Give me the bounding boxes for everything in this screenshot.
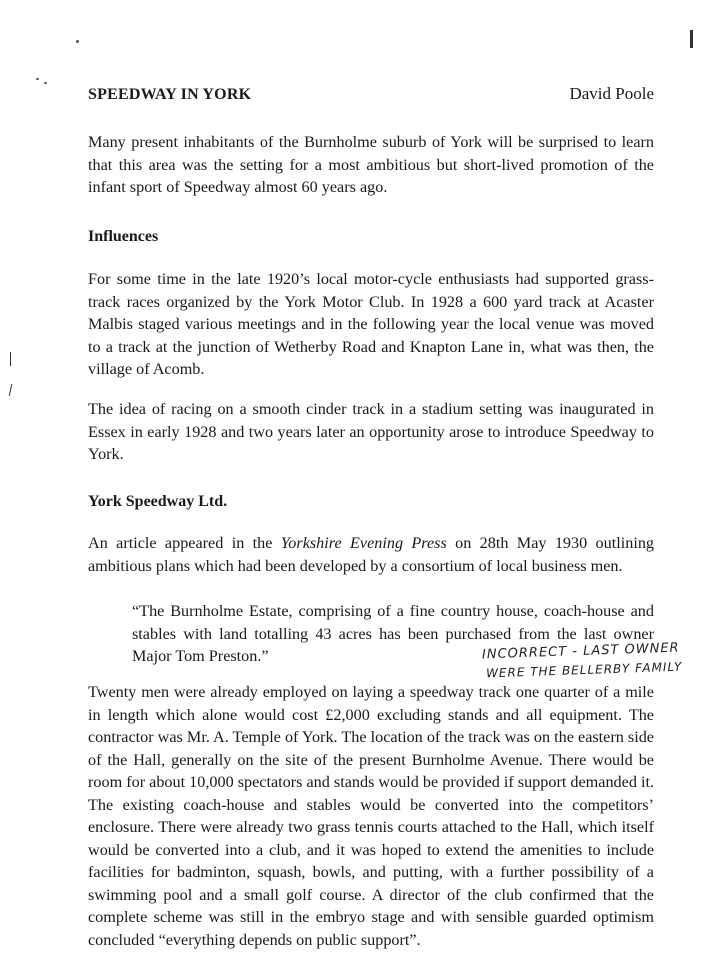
scan-edge-mark — [9, 384, 12, 396]
section-heading-york-speedway: York Speedway Ltd. — [88, 493, 228, 510]
handwritten-annotation-line-1: INCORRECT - LAST OWNER — [481, 640, 680, 663]
scan-speck — [36, 78, 39, 80]
block-quote: “The Burnholme Estate, comprising of a fine country house, coach-house and stables with land totalling 43 acres has been purchased from the last owner Major Tom Preston.” — [132, 602, 654, 665]
scan-edge-mark — [690, 30, 693, 48]
article-paragraph-start: An article appeared in the — [88, 534, 273, 552]
body-paragraph: Twenty men were already employed on laying a speedway track one quarter of a mile in length which alone would cost £2,000 excluding stands and all equipment. The contractor was Mr. A. Temple of York. The location of the track was on the eastern side of the Hall, generally on the site of the present Burnholme Avenue. There would be room for about 10,000 spectators and stands would be provided if support demanded it. The existing coach-house and stables would be converted into the competitors’ enclosure. There were already two grass tennis courts attached to the Hall, which itself would be converted into a club, and it was hoped to extend the amenities to include facilities for badminton, squash, bowls, and putting, with a further possibility of a swimming pool and a small golf course. A director of the club confirmed that the complete scheme was still in the embryo stage and with sensible guarded optimism concluded “everything depends on public support”. — [88, 683, 655, 949]
article-paragraph — [88, 532, 654, 577]
section-heading-influences: Influences — [88, 228, 159, 245]
publication-name: Yorkshire Evening Press — [280, 534, 447, 552]
intro-paragraph: Many present inhabitants of the Burnholme suburb of York will be surprised to learn that this area was the setting for a most ambitious but short-lived promotion of the infant sport of Speedway almost 60 years ago. — [88, 133, 654, 196]
article-author: David Poole — [569, 84, 654, 103]
article-title: SPEEDWAY IN YORK — [88, 86, 252, 103]
influences-paragraph-1: For some time in the late 1920’s local motor-cycle enthusiasts had supported grass-track races organized by the York Motor Club. In 1928 a 600 yard track at Acaster Malbis staged various meetings and in the following year the local venue was moved to a track at the junction of Wetherby Road and Knapton Lane in, what was then, the village of Acomb. — [88, 270, 654, 378]
scan-speck — [44, 82, 47, 84]
article-header — [88, 84, 654, 104]
scan-speck — [76, 40, 79, 43]
handwritten-annotation-line-2: WERE THE BELLERBY FAMILY — [485, 659, 683, 681]
influences-paragraph-2: The idea of racing on a smooth cinder track in a stadium setting was inaugurated in Essex in early 1928 and two years later an opportunity arose to introduce Speedway to York. — [88, 400, 654, 463]
article-paragraph-end: on 28th May 1930 outlining ambitious plans which had been developed by a consortium of local business men. — [88, 534, 655, 575]
scan-edge-mark — [10, 352, 11, 366]
